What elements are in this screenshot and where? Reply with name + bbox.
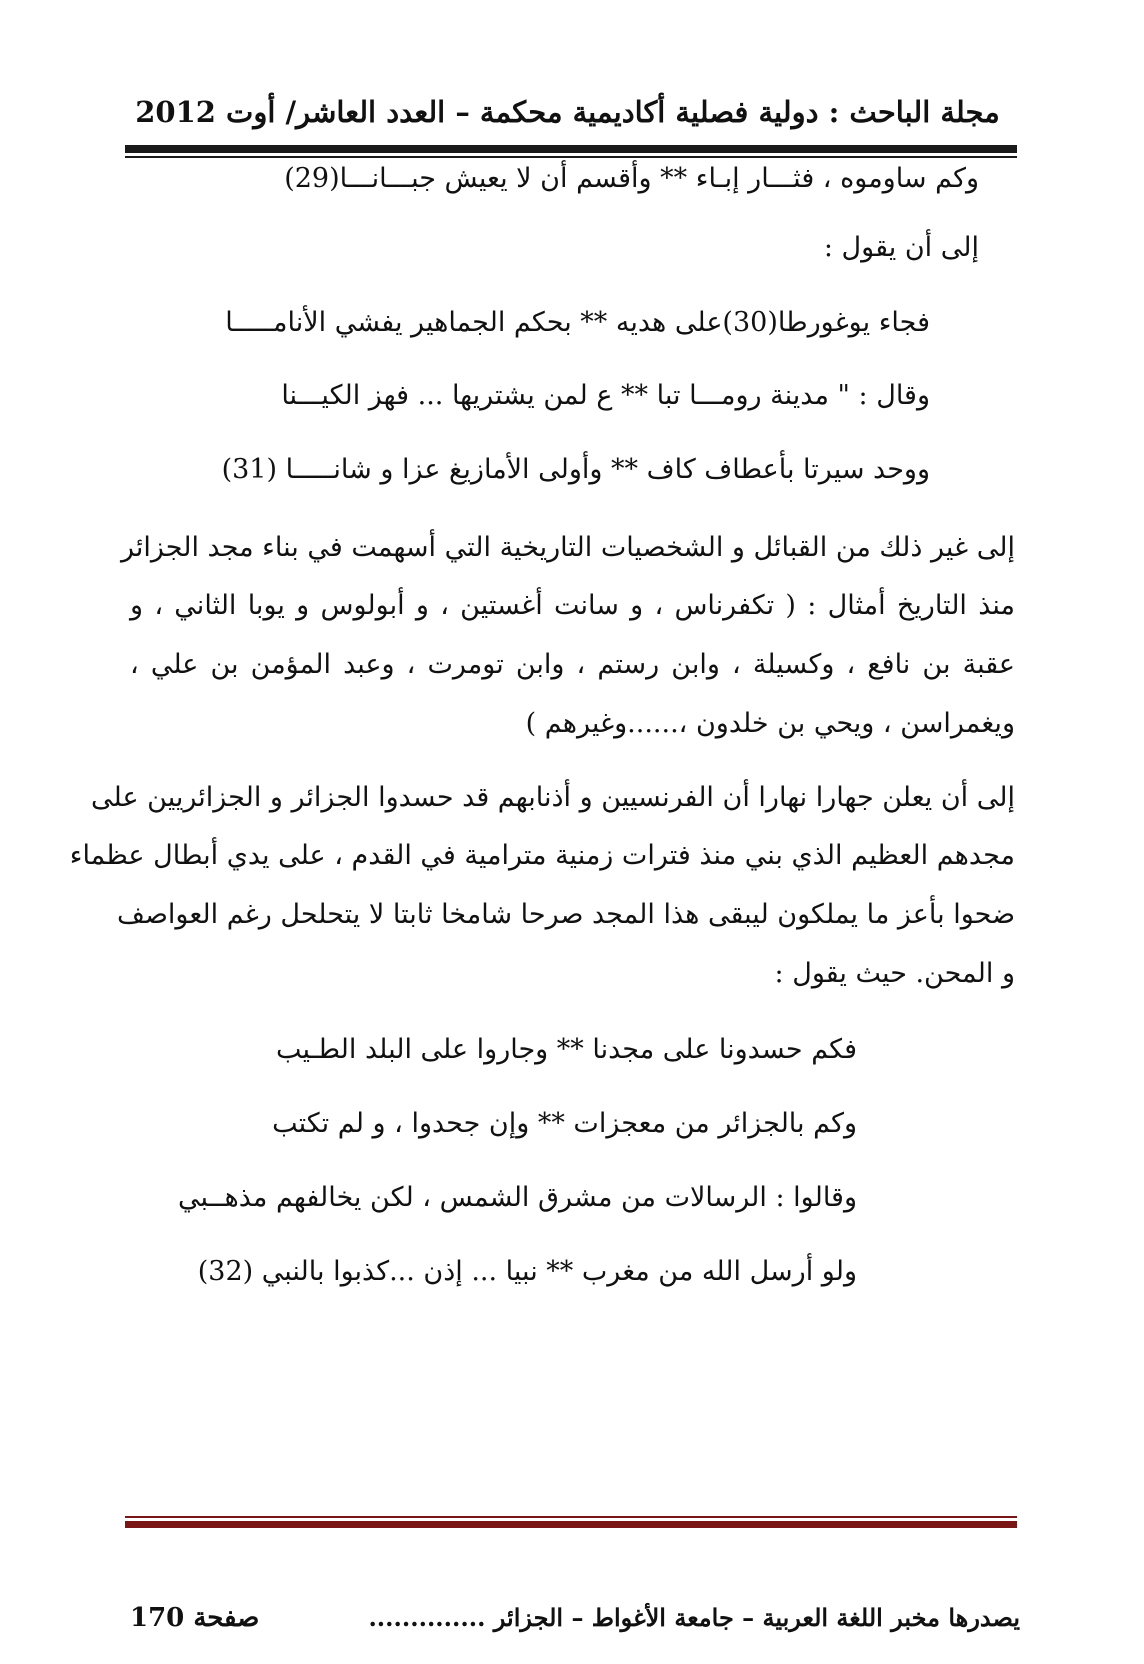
- verse-line: وقال : " مدينة رومـــا تبا ** ع لمن يشتريها ... فهز الكيـــنا: [281, 380, 930, 411]
- verse-line: ووحد سيرتا بأعطاف كاف ** وأولى الأمازيغ عزا و شانـــــا (31): [221, 454, 930, 485]
- page-number: صفحة 170: [130, 1603, 260, 1633]
- page-footer: [130, 1598, 1020, 1638]
- footer-rule-thin: [125, 1516, 1017, 1518]
- intro-line: إلى أن يقول :: [823, 232, 979, 263]
- verse-line: فكم حسدونا على مجدنا ** وجاروا على البلد الطـيب: [275, 1034, 857, 1065]
- paragraph-line: ويغمراسن ، ويحي بن خلدون ،......وغيرهم ): [525, 708, 1015, 739]
- paragraph-line: إلى غير ذلك من القبائل و الشخصيات التاريخية التي أسهمت في بناء مجد الجزائر: [120, 532, 1015, 563]
- header-rule-thick: [125, 145, 1017, 153]
- verse-line: وكم ساوموه ، فثـــار إبـاء ** وأقسم أن لا يعيش جبـــانـــا(29): [284, 163, 979, 194]
- journal-header-title: مجلة الباحث : دولية فصلية أكاديمية محكمة – العدد العاشر/ أوت 2012: [135, 95, 1000, 129]
- header-rule-thin: [125, 156, 1017, 158]
- footer-rule-thick: [125, 1521, 1017, 1528]
- verse-line: وقالوا : الرسالات من مشرق الشمس ، لكن يخالفهم مذهــبي: [178, 1182, 857, 1213]
- footer-publisher: يصدرها مخبر اللغة العربية – جامعة الأغواط – الجزائر ..............: [368, 1603, 1020, 1632]
- verse-line: وكم بالجزائر من معجزات ** وإن جحدوا ، و لم تكتب: [272, 1108, 857, 1139]
- verse-line: ولو أرسل الله من مغرب ** نبيا ... إذن ...كذبوا بالنبي (32): [197, 1256, 857, 1287]
- paragraph-line: عقبة بن نافع ، وكسيلة ، وابن رستم ، وابن تومرت ، وعبد المؤمن بن علي ،: [130, 649, 1015, 680]
- paragraph-line: إلى أن يعلن جهارا نهارا أن الفرنسيين و أذنابهم قد حسدوا الجزائر و الجزائريين على: [91, 782, 1015, 813]
- paragraph-line: ضحوا بأعز ما يملكون ليبقى هذا المجد صرحا شامخا ثابتا لا يتحلحل رغم العواصف: [117, 899, 1015, 930]
- verse-line: فجاء يوغورطا(30)على هديه ** بحكم الجماهير يفشي الأنامـــــا: [225, 307, 930, 338]
- paragraph-line: و المحن. حيث يقول :: [774, 958, 1015, 989]
- paragraph-line: مجدهم العظيم الذي بني منذ فترات زمنية مترامية في القدم ، على يدي أبطال عظماء: [69, 840, 1015, 871]
- paragraph-line: منذ التاريخ أمثال : ( تكفرناس ، و سانت أغستين ، و أبولوس و يوبا الثاني ، و: [130, 590, 1015, 621]
